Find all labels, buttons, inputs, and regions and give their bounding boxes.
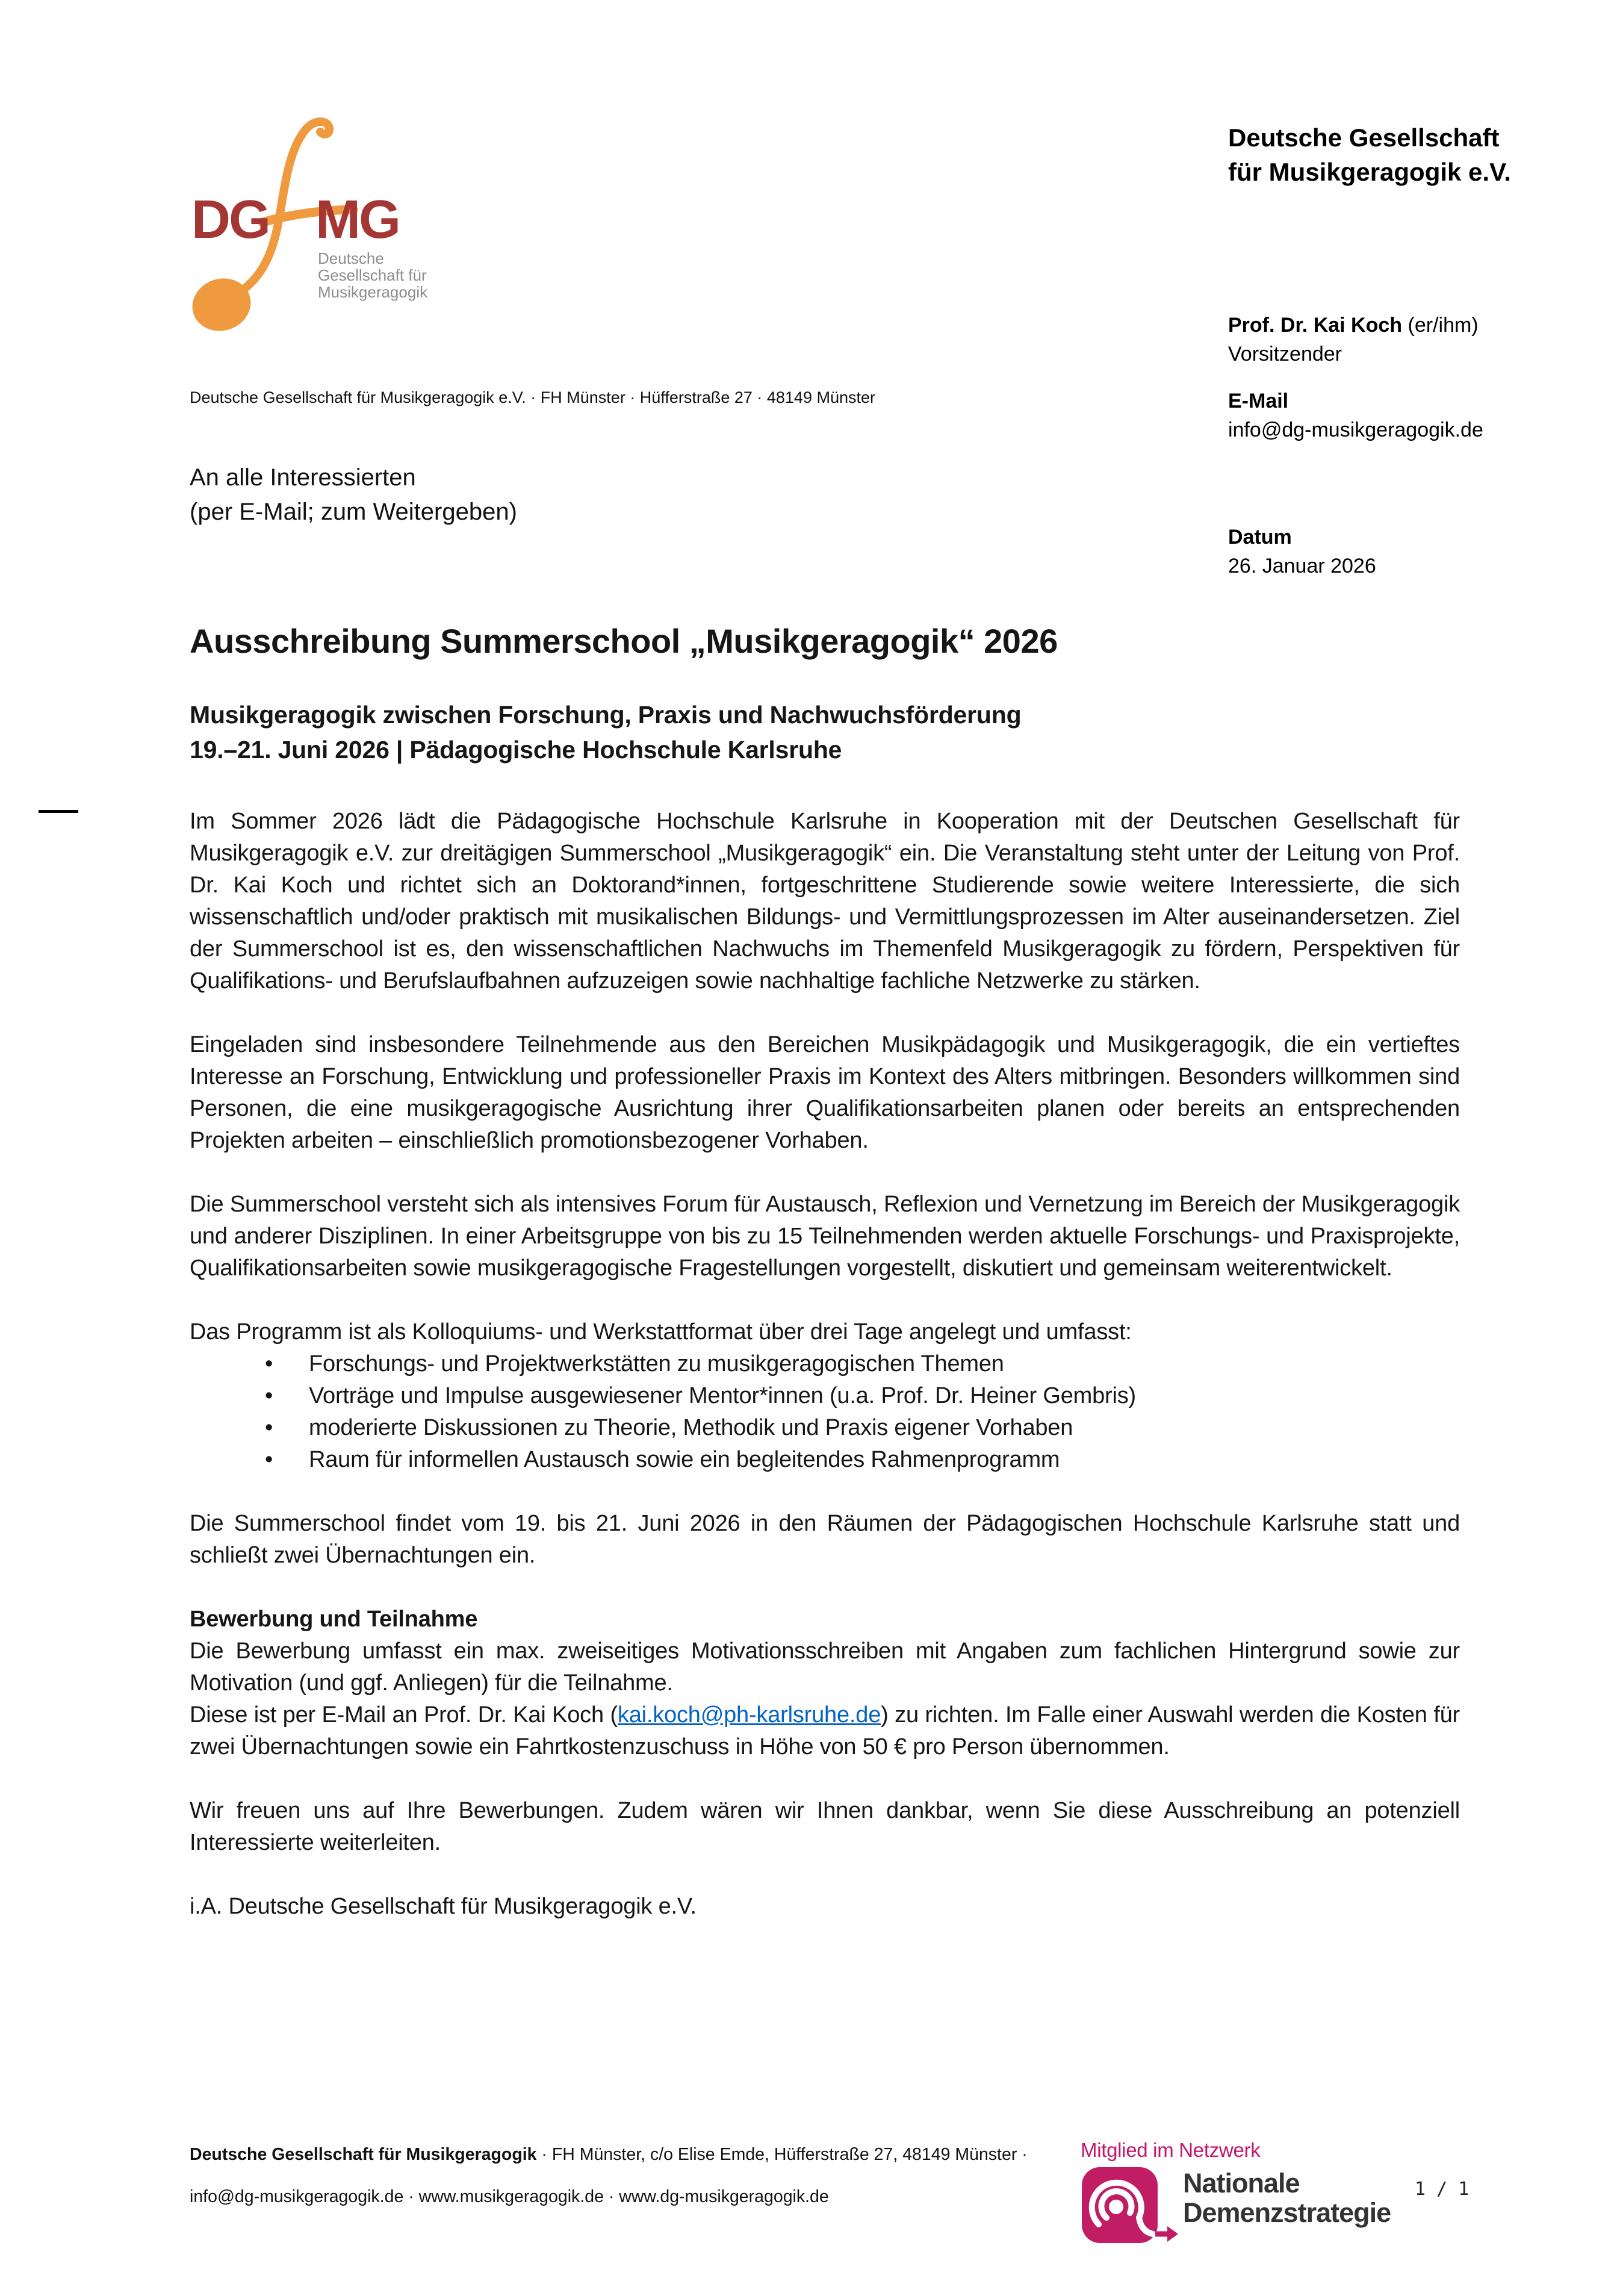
- logo-caption-line3: Musikgeragogik: [318, 283, 428, 301]
- list-item: • Forschungs- und Projektwerkstätten zu musikgeragogischen Themen: [265, 1348, 1460, 1380]
- paragraph-program-intro: Das Programm ist als Kolloquiums- und Werkstattformat über drei Tage angelegt und umfasst:: [190, 1319, 1132, 1345]
- list-item: • moderierte Diskussionen zu Theorie, Methodik und Praxis eigener Vorhaben: [265, 1412, 1460, 1444]
- program-bullet-list: [190, 1348, 1460, 1476]
- network-membership-label: Mitglied im Netzwerk: [1081, 2139, 1261, 2161]
- logo-caption-line1: Deutsche: [318, 249, 384, 267]
- date-value: 26. Januar 2026: [1228, 555, 1376, 577]
- email-label: E-Mail: [1228, 390, 1289, 412]
- section-heading-application: Bewerbung und Teilnahme: [190, 1607, 478, 1632]
- page-title: Ausschreibung Summerschool „Musikgeragogik“ 2026: [190, 622, 1058, 660]
- contact-person-name: Prof. Dr. Kai Koch (er/ihm): [1228, 314, 1479, 337]
- subtitle-line1: Musikgeragogik zwischen Forschung, Praxis und Nachwuchsförderung: [190, 701, 1022, 729]
- org-name-block: [1228, 120, 1511, 189]
- email-value: info@dg-musikgeragogik.de: [1228, 418, 1483, 441]
- fold-mark: [39, 810, 78, 813]
- org-name-line1: Deutsche Gesellschaft: [1228, 123, 1500, 152]
- signature-line: i.A. Deutsche Gesellschaft für Musikgeragogik e.V.: [190, 1894, 697, 1919]
- letter-body: [190, 620, 1460, 1923]
- recipient-block: [190, 461, 517, 529]
- date-label: Datum: [1228, 526, 1292, 549]
- application-line1: Die Bewerbung umfasst ein max. zweiseitiges Motivationsschreiben mit Angaben zum fachlichen Hintergrund sowie zur Motivation (und ggf. Anliegen) für die Teilnahme.: [190, 1638, 1460, 1696]
- subtitle-block: [190, 697, 1460, 767]
- logo-letters-dg: DG: [191, 190, 269, 250]
- application-line2: Diese ist per E-Mail an Prof. Dr. Kai Koch (kai.koch@ph-karlsruhe.de) zu richten. Im Falle einer Auswahl werden die Kosten für zwei Übernachtungen sowie ein Fahrtkostenzuschuss in Höhe von 50 € pro Person übernommen.: [190, 1702, 1460, 1759]
- footer-line2: info@dg-musikgeragogik.de · www.musikgeragogik.de · www.dg-musikgeragogik.de: [190, 2187, 829, 2206]
- recipient-line1: An alle Interessierten: [190, 464, 416, 491]
- paragraph-venue: Die Summerschool findet vom 19. bis 21. Juni 2026 in den Räumen der Pädagogischen Hochschule Karlsruhe statt und schließt zwei Übernachtungen ein.: [190, 1511, 1460, 1568]
- contact-person-block: [1228, 311, 1479, 369]
- org-name-line2: für Musikgeragogik e.V.: [1228, 158, 1511, 186]
- footer-block: [190, 2133, 1028, 2218]
- email-link[interactable]: kai.koch@ph-karlsruhe.de: [617, 1702, 881, 1728]
- logo-letters-mg: MG: [315, 190, 399, 250]
- list-item: • Vorträge und Impulse ausgewiesener Mentor*innen (u.a. Prof. Dr. Heiner Gembris): [265, 1380, 1460, 1412]
- dgfmg-logo: [179, 98, 438, 357]
- nationale-demenzstrategie-icon: [1081, 2166, 1182, 2247]
- page-number: 1 / 1: [1415, 2179, 1470, 2200]
- paragraph-invited: Eingeladen sind insbesondere Teilnehmende aus den Bereichen Musikpädagogik und Musikgeragogik, die ein vertieftes Interesse an Forschung, Entwicklung und professioneller Praxis im Kontext des Alters mitbringen. Besonders willkommen sind Personen, die eine musikgeragogische Ausrichtung ihrer Qualifikationsarbeiten planen oder bereits an entsprechenden Projekten arbeiten – einschließlich promotionsbezogener Vorhaben.: [190, 1032, 1460, 1153]
- recipient-line2: (per E-Mail; zum Weitergeben): [190, 499, 517, 525]
- paragraph-intro: Im Sommer 2026 lädt die Pädagogische Hochschule Karlsruhe in Kooperation mit der Deutschen Gesellschaft für Musikgeragogik e.V. zur dreitägigen Summerschool „Musikgeragogik“ ein. Die Veranstaltung steht unter der Leitung von Prof. Dr. Kai Koch und richtet sich an Doktorand*innen, fortgeschrittene Studierende sowie weitere Interessierte, die sich wissenschaftlich und/oder praktisch mit musikalischen Bildungs- und Vermittlungsprozessen im Alter auseinandersetzen. Ziel der Summerschool ist es, den wissenschaftlichen Nachwuchs im Themenfeld Musikgeragogik zu fördern, Perspektiven für Qualifikations- und Berufslaufbahnen aufzuzeigen sowie nachhaltige fachliche Netzwerke zu stärken.: [190, 809, 1460, 994]
- paragraph-forum: Die Summerschool versteht sich als intensives Forum für Austausch, Reflexion und Vernetzung im Bereich der Musikgeragogik und anderer Disziplinen. In einer Arbeitsgruppe von bis zu 15 Teilnehmenden werden aktuelle Forschungs- und Praxisprojekte, Qualifikationsarbeiten sowie musikgeragogische Fragestellungen vorgestellt, diskutiert und gemeinsam weiterentwickelt.: [190, 1192, 1460, 1281]
- subtitle-line2: 19.–21. Juni 2026 | Pädagogische Hochschule Karlsruhe: [190, 736, 842, 764]
- contact-person-role: Vorsitzender: [1228, 343, 1342, 366]
- footer-line1: Deutsche Gesellschaft für Musikgeragogik · FH Münster, c/o Elise Emde, Hüfferstraße 27, 48149 Münster ·: [190, 2145, 1028, 2164]
- network-logo-line2: Demenzstrategie: [1183, 2197, 1391, 2228]
- network-logo-text: [1183, 2168, 1391, 2227]
- sender-line: Deutsche Gesellschaft für Musikgeragogik e.V. · FH Münster · Hüfferstraße 27 · 48149 Münster: [190, 388, 875, 406]
- network-logo-line1: Nationale: [1183, 2168, 1300, 2198]
- contact-email-block: [1228, 387, 1483, 444]
- contact-date-block: [1228, 523, 1376, 580]
- paragraph-closing: Wir freuen uns auf Ihre Bewerbungen. Zudem wären wir Ihnen dankbar, wenn Sie diese Ausschreibung an potenziell Interessierte weiterleiten.: [190, 1798, 1460, 1855]
- application-section: [190, 1604, 1460, 1763]
- nds-network-block: [1081, 2139, 1391, 2247]
- logo-caption-line2: Gesellschaft für: [318, 266, 427, 284]
- list-item: • Raum für informellen Austausch sowie ein begleitendes Rahmenprogramm: [265, 1444, 1460, 1476]
